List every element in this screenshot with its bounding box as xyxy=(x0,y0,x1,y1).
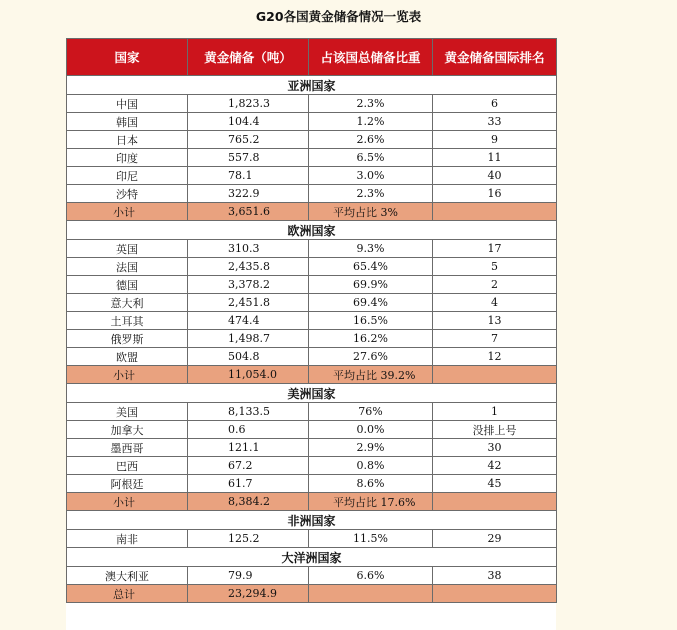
rank-cell: 40 xyxy=(433,167,557,185)
reserve-cell: 2,435.8 xyxy=(188,258,309,276)
table-row xyxy=(67,131,557,149)
region-title: 非洲国家 xyxy=(67,511,557,530)
share-cell: 9.3% xyxy=(309,240,433,258)
region-title: 大洋洲国家 xyxy=(67,548,557,567)
subtotal-row xyxy=(67,493,557,511)
table-row xyxy=(67,403,557,421)
region-title: 亚洲国家 xyxy=(67,76,557,95)
table-row xyxy=(67,149,557,167)
rank-cell: 29 xyxy=(433,530,557,548)
share-cell: 平均占比 3% xyxy=(309,203,433,221)
page-title: G20各国黄金储备情况一览表 xyxy=(255,9,422,24)
share-cell: 6.5% xyxy=(309,149,433,167)
rank-cell xyxy=(433,366,557,384)
country-cell: 南非 xyxy=(67,530,188,548)
table-row xyxy=(67,457,557,475)
country-cell: 小计 xyxy=(67,366,188,384)
country-cell: 欧盟 xyxy=(67,348,188,366)
country-cell: 澳大利亚 xyxy=(67,567,188,585)
total-row xyxy=(67,585,557,603)
country-cell: 法国 xyxy=(67,258,188,276)
reserve-cell: 557.8 xyxy=(188,149,309,167)
rank-cell: 38 xyxy=(433,567,557,585)
header-share: 占该国总储备比重 xyxy=(309,39,433,76)
reserve-cell: 2,451.8 xyxy=(188,294,309,312)
country-cell: 沙特 xyxy=(67,185,188,203)
reserve-cell: 125.2 xyxy=(188,530,309,548)
country-cell: 韩国 xyxy=(67,113,188,131)
header-country: 国家 xyxy=(67,39,188,76)
rank-cell xyxy=(433,493,557,511)
subtotal-row xyxy=(67,366,557,384)
share-cell: 1.2% xyxy=(309,113,433,131)
share-cell: 76% xyxy=(309,403,433,421)
rank-cell xyxy=(433,203,557,221)
table-row xyxy=(67,567,557,585)
share-cell: 6.6% xyxy=(309,567,433,585)
region-header-row xyxy=(67,511,557,530)
country-cell: 总计 xyxy=(67,585,188,603)
rank-cell: 33 xyxy=(433,113,557,131)
reserve-cell: 310.3 xyxy=(188,240,309,258)
country-cell: 日本 xyxy=(67,131,188,149)
country-cell: 中国 xyxy=(67,95,188,113)
rank-cell: 1 xyxy=(433,403,557,421)
table-body xyxy=(67,76,557,603)
country-cell: 美国 xyxy=(67,403,188,421)
rank-cell: 2 xyxy=(433,276,557,294)
table-row xyxy=(67,167,557,185)
country-cell: 墨西哥 xyxy=(67,439,188,457)
gold-reserve-table xyxy=(66,38,557,603)
table-row xyxy=(67,258,557,276)
table-row xyxy=(67,276,557,294)
share-cell: 2.3% xyxy=(309,95,433,113)
country-cell: 加拿大 xyxy=(67,421,188,439)
region-title: 美洲国家 xyxy=(67,384,557,403)
reserve-cell: 474.4 xyxy=(188,312,309,330)
reserve-cell: 8,384.2 xyxy=(188,493,309,511)
region-title: 欧洲国家 xyxy=(67,221,557,240)
table-row xyxy=(67,330,557,348)
reserve-cell: 78.1 xyxy=(188,167,309,185)
reserve-cell: 8,133.5 xyxy=(188,403,309,421)
country-cell: 阿根廷 xyxy=(67,475,188,493)
rank-cell xyxy=(433,585,557,603)
table-row xyxy=(67,95,557,113)
rank-cell: 11 xyxy=(433,149,557,167)
reserve-cell: 322.9 xyxy=(188,185,309,203)
reserve-cell: 61.7 xyxy=(188,475,309,493)
reserve-cell: 11,054.0 xyxy=(188,366,309,384)
country-cell: 英国 xyxy=(67,240,188,258)
table-row xyxy=(67,530,557,548)
reserve-table-sheet xyxy=(66,38,556,630)
share-cell: 平均占比 17.6% xyxy=(309,493,433,511)
rank-cell: 17 xyxy=(433,240,557,258)
region-header-row xyxy=(67,76,557,95)
share-cell: 69.9% xyxy=(309,276,433,294)
reserve-cell: 504.8 xyxy=(188,348,309,366)
country-cell: 印度 xyxy=(67,149,188,167)
table-row xyxy=(67,240,557,258)
share-cell xyxy=(309,585,433,603)
share-cell: 2.6% xyxy=(309,131,433,149)
table-row xyxy=(67,421,557,439)
country-cell: 意大利 xyxy=(67,294,188,312)
reserve-cell: 79.9 xyxy=(188,567,309,585)
share-cell: 8.6% xyxy=(309,475,433,493)
share-cell: 3.0% xyxy=(309,167,433,185)
reserve-cell: 765.2 xyxy=(188,131,309,149)
rank-cell: 45 xyxy=(433,475,557,493)
region-header-row xyxy=(67,221,557,240)
table-row xyxy=(67,312,557,330)
table-row xyxy=(67,348,557,366)
share-cell: 平均占比 39.2% xyxy=(309,366,433,384)
table-row xyxy=(67,185,557,203)
region-header-row xyxy=(67,384,557,403)
reserve-cell: 67.2 xyxy=(188,457,309,475)
share-cell: 16.2% xyxy=(309,330,433,348)
region-header-row xyxy=(67,548,557,567)
country-cell: 巴西 xyxy=(67,457,188,475)
country-cell: 小计 xyxy=(67,203,188,221)
header-row xyxy=(67,39,557,76)
rank-cell: 没排上号 xyxy=(433,421,557,439)
reserve-cell: 3,378.2 xyxy=(188,276,309,294)
share-cell: 0.8% xyxy=(309,457,433,475)
rank-cell: 7 xyxy=(433,330,557,348)
share-cell: 2.3% xyxy=(309,185,433,203)
country-cell: 印尼 xyxy=(67,167,188,185)
table-row xyxy=(67,113,557,131)
table-row xyxy=(67,439,557,457)
share-cell: 27.6% xyxy=(309,348,433,366)
rank-cell: 9 xyxy=(433,131,557,149)
rank-cell: 42 xyxy=(433,457,557,475)
reserve-cell: 1,498.7 xyxy=(188,330,309,348)
country-cell: 德国 xyxy=(67,276,188,294)
reserve-cell: 23,294.9 xyxy=(188,585,309,603)
table-row xyxy=(67,475,557,493)
table-row xyxy=(67,294,557,312)
reserve-cell: 3,651.6 xyxy=(188,203,309,221)
rank-cell: 16 xyxy=(433,185,557,203)
reserve-cell: 121.1 xyxy=(188,439,309,457)
rank-cell: 6 xyxy=(433,95,557,113)
rank-cell: 30 xyxy=(433,439,557,457)
header-reserve: 黄金储备（吨） xyxy=(188,39,309,76)
header-rank: 黄金储备国际排名 xyxy=(433,39,557,76)
rank-cell: 5 xyxy=(433,258,557,276)
reserve-cell: 1,823.3 xyxy=(188,95,309,113)
rank-cell: 4 xyxy=(433,294,557,312)
subtotal-row xyxy=(67,203,557,221)
country-cell: 俄罗斯 xyxy=(67,330,188,348)
rank-cell: 12 xyxy=(433,348,557,366)
reserve-cell: 0.6 xyxy=(188,421,309,439)
share-cell: 16.5% xyxy=(309,312,433,330)
share-cell: 11.5% xyxy=(309,530,433,548)
share-cell: 0.0% xyxy=(309,421,433,439)
share-cell: 2.9% xyxy=(309,439,433,457)
share-cell: 65.4% xyxy=(309,258,433,276)
country-cell: 小计 xyxy=(67,493,188,511)
rank-cell: 13 xyxy=(433,312,557,330)
share-cell: 69.4% xyxy=(309,294,433,312)
country-cell: 土耳其 xyxy=(67,312,188,330)
reserve-cell: 104.4 xyxy=(188,113,309,131)
